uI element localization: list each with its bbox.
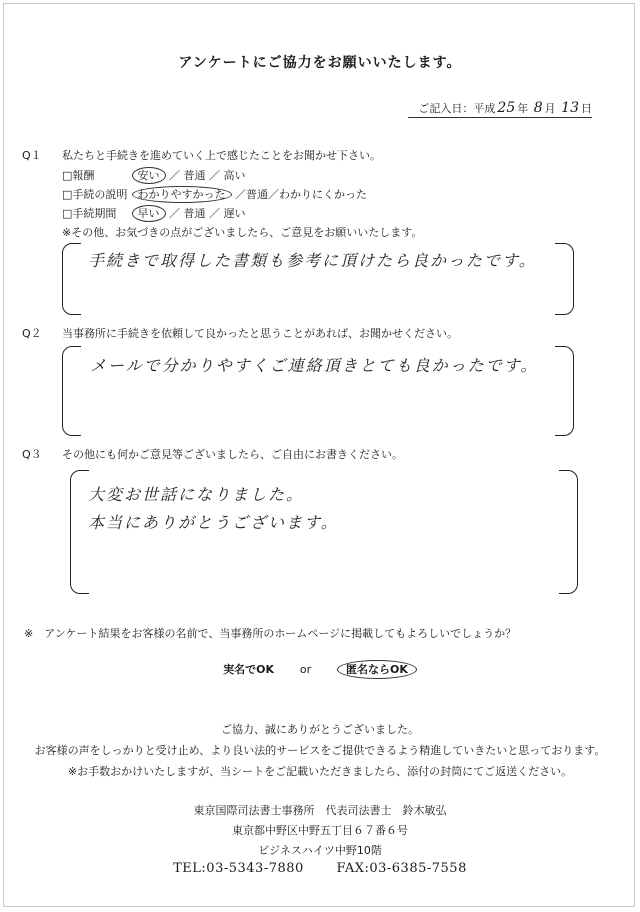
- date-year-unit: 年: [517, 102, 529, 115]
- office-name: 東京国際司法書士事務所 代表司法書士 鈴木敏弘: [193, 804, 447, 817]
- q1-item-fee: □報酬 安い ／ 普通 ／ 高い: [62, 169, 246, 182]
- q1-number: Q１: [22, 149, 42, 162]
- date-day: 13: [561, 100, 579, 116]
- q3-question: その他にも何かご意見等ございましたら、ご自由にお書きください。: [62, 448, 403, 461]
- option-anonymous-selected: 匿名ならOK: [337, 660, 417, 679]
- q1-explanation-selected: わかりやすかった: [132, 186, 232, 203]
- office-tel: TEL:03-5343-7880: [173, 861, 304, 876]
- q1-item-period: □手続期間 早い ／ 普通 ／ 遅い: [62, 207, 246, 220]
- q2-number: Q２: [22, 327, 42, 340]
- date-label: ご記入日：平成: [418, 102, 496, 115]
- date-day-unit: 日: [581, 102, 592, 115]
- office-fax: FAX:03-6385-7558: [336, 861, 467, 876]
- q1-period-selected: 早い: [132, 205, 166, 222]
- q1-answer: 手続きで取得した書類も参考に頂けたら良かったです。: [88, 251, 537, 270]
- date-row: [418, 100, 592, 116]
- closing-thanks: ご協力、誠にありがとうございました。: [221, 723, 419, 736]
- option-or: or: [299, 663, 312, 676]
- q1-item-explanation: □手続の説明 わかりやすかった ／普通／わかりにくかった: [62, 188, 367, 201]
- q3-answer-line1: 大変お世話になりました。: [88, 485, 305, 504]
- publish-choice: [0, 661, 640, 677]
- office-contact: [0, 861, 640, 876]
- publish-question: ※ アンケート結果をお客様の名前で、当事務所のホームページに掲載してもよろしいでしょうか？: [24, 627, 517, 640]
- date-year: 25: [497, 100, 516, 116]
- q1-other-prompt: ※その他、お気づきの点がございましたら、ご意見をお願いいたします。: [62, 226, 423, 239]
- option-real-name: 実名でOK: [223, 663, 275, 676]
- q3-number: Q３: [22, 448, 42, 461]
- page-title: アンケートにご協力をお願いいたします。: [178, 55, 462, 71]
- date-underline: [408, 117, 592, 118]
- office-address2: ビジネスハイツ中野10階: [258, 844, 382, 857]
- q2-question: 当事務所に手続きを依頼して良かったと思うことがあれば、お聞かせください。: [62, 327, 458, 340]
- closing-message: お客様の声をしっかりと受け止め、より良い法的サービスをご提供できるよう精進していきたいと思っております。: [34, 744, 606, 757]
- q3-answer-line2: 本当にありがとうございます。: [88, 513, 339, 532]
- date-month-unit: 月: [544, 102, 556, 115]
- closing-return-note: ※お手数おかけいたしますが、当シートをご記載いただきましたら、添付の封筒にてご返送ください。: [67, 765, 573, 778]
- q1-question: 私たちと手続きを進めていく上で感じたことをお聞かせ下さい。: [62, 149, 381, 162]
- q2-answer: メールで分かりやすくご連絡頂きとても良かったです。: [90, 356, 539, 375]
- date-month: 8: [533, 100, 543, 116]
- office-address1: 東京都中野区中野五丁目６７番６号: [232, 824, 408, 837]
- q1-fee-selected: 安い: [132, 167, 166, 184]
